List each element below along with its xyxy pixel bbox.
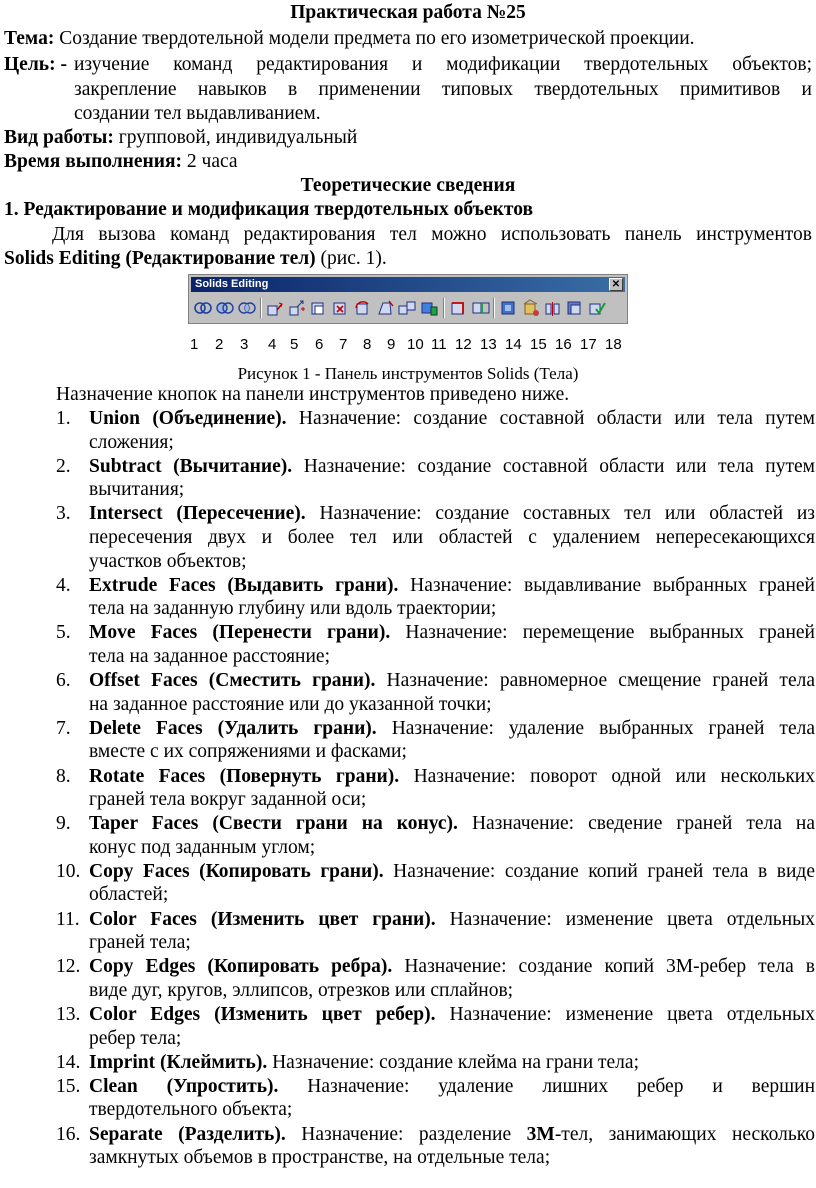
list-item-number: 9. (56, 813, 71, 835)
command-description: граней тела вокруг заданной оси; (89, 789, 367, 811)
list-item-line (89, 1076, 815, 1098)
list-item-number: 10. (56, 860, 81, 882)
command-name: Clean (Упростить). (89, 1075, 279, 1097)
rotate-faces-button[interactable] (353, 298, 373, 318)
list-item-number: 4. (56, 574, 71, 596)
command-name: Offset Faces (Сместить грани). (89, 670, 376, 692)
delete-faces-icon (331, 298, 351, 318)
list-item-line (89, 909, 815, 931)
toolbar-number: 5 (290, 336, 299, 353)
subtract-icon (215, 298, 235, 318)
command-description: Назначение: изменение цвета отдельных (435, 908, 815, 930)
toolbar-number: 8 (363, 336, 372, 353)
offset-faces-button[interactable] (309, 298, 329, 318)
command-description: Назначение: создание составной области или тела путем (292, 455, 815, 477)
list-item-line (89, 1028, 815, 1050)
toolbar-number: 2 (215, 336, 224, 353)
toolbar-titlebar: Solids Editing ✕ (191, 277, 625, 292)
list-item-number: 16. (56, 1123, 81, 1145)
list-item-line (89, 718, 815, 740)
list-item-number: 6. (56, 670, 71, 692)
color-faces-button[interactable] (419, 298, 439, 318)
toolbar-separator (443, 298, 445, 318)
command-name: Intersect (Пересечение). (89, 503, 306, 525)
command-description: Назначение: поворот одной или нескольких (399, 765, 815, 787)
list-item-line (89, 861, 815, 883)
taper-faces-icon (375, 298, 395, 318)
move-faces-icon (287, 298, 307, 318)
list-item-line (89, 575, 815, 597)
goal-text-3: создании тел выдавливанием. (74, 103, 321, 124)
subtract-button[interactable] (215, 298, 235, 318)
toolbar-number: 12 (455, 336, 472, 353)
command-description: твердотельного объекта; (89, 1099, 293, 1121)
command-name: Copy Edges (Копировать ребра). (89, 956, 393, 978)
copy-edges-button[interactable] (449, 298, 469, 318)
toolbar-number: 6 (315, 336, 324, 353)
list-item-line (89, 432, 815, 454)
command-name: Taper Faces (Свести грани на конус). (89, 813, 458, 835)
close-icon[interactable]: ✕ (609, 278, 623, 291)
union-button[interactable] (193, 298, 213, 318)
command-description: замкнутых объемов в пространстве, на отдельные тела; (89, 1147, 551, 1169)
bold-term: 3М (526, 1123, 555, 1145)
list-item-line (89, 1099, 815, 1121)
list-item-line (89, 408, 815, 430)
command-description: Назначение: разделение (285, 1123, 527, 1145)
toolbar-number: 4 (268, 336, 277, 353)
command-description: участков объектов; (89, 550, 247, 572)
command-description: -тел, занимающих несколько (554, 1123, 816, 1145)
union-icon (193, 298, 213, 318)
command-description: вместе с их сопряжениями и фасками; (89, 741, 407, 763)
copy-faces-icon (397, 298, 417, 318)
toolbar-number: 9 (387, 336, 396, 353)
command-description: на заданное расстояние или до указанной точки; (89, 693, 492, 715)
list-item-number: 3. (56, 503, 71, 525)
command-description: Назначение: равномерное смещение граней тела (375, 670, 815, 692)
command-name: Color Faces (Изменить цвет грани). (89, 908, 436, 930)
work-type-line: Вид работы: групповой, индивидуальный (4, 127, 358, 148)
list-item-line (89, 1052, 815, 1074)
shell-icon (565, 298, 585, 318)
move-faces-button[interactable] (287, 298, 307, 318)
list-item-line (89, 741, 815, 763)
list-item-line (89, 479, 815, 501)
toolbar-number: 17 (580, 336, 597, 353)
intersect-button[interactable] (237, 298, 257, 318)
imprint-button[interactable] (499, 298, 519, 318)
copy-edges-icon (449, 298, 469, 318)
command-name: Rotate Faces (Повернуть грани). (89, 765, 400, 787)
list-item-number: 8. (56, 765, 71, 787)
page-title: Практическая работа №25 (290, 2, 526, 23)
list-item-line (89, 932, 815, 954)
goal-line: Цель: - (4, 54, 67, 75)
command-name: Delete Faces (Удалить грани). (89, 717, 377, 739)
command-description: Назначение: создание копий граней тела в виде (383, 860, 815, 882)
intersect-icon (237, 298, 257, 318)
clean-button[interactable] (521, 298, 541, 318)
toolbar-number: 16 (555, 336, 572, 353)
toolbar-number: 1 (190, 336, 199, 353)
copy-faces-button[interactable] (397, 298, 417, 318)
list-item-line (89, 813, 815, 835)
list-item-line (89, 551, 815, 573)
toolbar-number: 7 (339, 336, 348, 353)
imprint-icon (499, 298, 519, 318)
command-name: Union (Объединение). (89, 408, 287, 429)
toolbar-number: 14 (505, 336, 522, 353)
list-item-line (89, 670, 815, 692)
command-description: пересечения двух и более тел или областей с удалением непересекающихся (89, 526, 815, 548)
list-item-number: 11. (56, 908, 80, 930)
list-item-line (89, 456, 815, 478)
command-description: ребер тела; (89, 1027, 182, 1049)
list-item-line (89, 622, 815, 644)
command-name: Subtract (Вычитание). (89, 455, 293, 477)
offset-faces-icon (309, 298, 329, 318)
command-name: Copy Faces (Копировать грани). (89, 860, 384, 882)
toolbar-number: 18 (605, 336, 622, 353)
taper-faces-button[interactable] (375, 298, 395, 318)
goal-text-1: изучение команд редактирования и модификации твердотельных объектов; (74, 54, 812, 75)
command-description: сложения; (89, 431, 174, 453)
list-item-line (89, 1147, 815, 1169)
list-item-number: 14. (56, 1051, 81, 1073)
rotate-faces-icon (353, 298, 373, 318)
list-item-number: 2. (56, 455, 71, 477)
topic-line: Тема: Создание твердотельной модели предмета по его изометрической проекции. (4, 28, 695, 49)
toolbar-number: 3 (240, 336, 249, 353)
goal-text-2: закрепление навыков в применении типовых твердотельных примитивов и (74, 79, 812, 100)
list-item-number: 5. (56, 622, 71, 644)
command-description: тела на заданную глубину или вдоль траектории; (89, 598, 497, 620)
toolbar-buttons (193, 296, 623, 322)
command-description: Назначение: выдавливание выбранных граней (398, 574, 815, 596)
solids-editing-toolbar (188, 274, 628, 324)
list-item-line (89, 884, 815, 906)
command-name: Imprint (Клеймить). (89, 1051, 268, 1073)
command-name: Move Faces (Перенести грани). (89, 622, 391, 644)
command-description: Назначение: создание клейма на грани тела; (267, 1051, 639, 1073)
list-item-line (89, 789, 815, 811)
separate-icon (543, 298, 563, 318)
list-item-line (89, 1124, 815, 1146)
delete-faces-button[interactable] (331, 298, 351, 318)
command-name: Separate (Разделить). (89, 1123, 286, 1145)
command-name: Color Edges (Изменить цвет ребер). (89, 1004, 436, 1025)
command-description: Назначение: изменение цвета отдельных (435, 1004, 815, 1025)
list-item-line (89, 1004, 815, 1026)
command-description: тела на заданное расстояние; (89, 645, 330, 667)
toolbar-separator (260, 298, 262, 318)
extrude-faces-button[interactable] (265, 298, 285, 318)
command-description: Назначение: удаление выбранных граней тела (376, 717, 815, 739)
intro-line-1: Для вызова команд редактирования тел можно использовать панель инструментов (52, 224, 812, 245)
list-item-line (89, 598, 815, 620)
toolbar-number: 13 (480, 336, 497, 353)
list-item-line (89, 837, 815, 859)
list-item-line (89, 527, 815, 549)
command-description: Назначение: создание копий 3М-ребер тела в (392, 956, 815, 978)
list-item-line (89, 646, 815, 668)
list-item-number: 12. (56, 956, 81, 978)
command-description: Назначение: создание составной области или тела путем (286, 408, 815, 429)
toolbar-number: 11 (431, 336, 447, 353)
list-item-line (89, 503, 815, 525)
list-item-number: 13. (56, 1004, 81, 1025)
intro-line-2: Solids Editing (Редактирование тел) (рис. 1). (4, 248, 387, 269)
list-item-number: 1. (56, 408, 71, 429)
time-line: Время выполнения: 2 часа (4, 151, 238, 172)
figure-caption: Рисунок 1 - Панель инструментов Solids (Тела) (237, 364, 579, 383)
list-item-line (89, 956, 815, 978)
color-faces-icon (419, 298, 439, 318)
list-item-line (89, 980, 815, 1002)
command-description: конус под заданным углом; (89, 836, 316, 858)
command-description: Назначение: сведение граней тела на (457, 813, 815, 835)
clean-icon (521, 298, 541, 318)
command-description: Назначение: создание составных тел или областей из (305, 503, 815, 525)
extrude-faces-icon (265, 298, 285, 318)
toolbar-number: 10 (407, 336, 424, 353)
list-item-line (89, 694, 815, 716)
theory-heading: Теоретические сведения (300, 175, 516, 196)
command-description: граней тела; (89, 932, 191, 954)
check-button[interactable] (587, 298, 607, 318)
toolbar-separator (493, 298, 495, 318)
check-icon (587, 298, 607, 318)
command-description: вычитания; (89, 479, 185, 501)
command-description: Назначение: удаление лишних ребер и вершин (278, 1075, 816, 1097)
command-name: Extrude Faces (Выдавить грани). (89, 574, 399, 596)
color-edges-button[interactable] (471, 298, 491, 318)
command-description: виде дуг, кругов, эллипсов, отрезков или сплайнов; (89, 979, 514, 1001)
command-description: областей; (89, 884, 169, 906)
list-item-number: 7. (56, 717, 71, 739)
list-intro: Назначение кнопок на панели инструментов приведено ниже. (56, 384, 570, 405)
shell-button[interactable] (565, 298, 585, 318)
separate-button[interactable] (543, 298, 563, 318)
color-edges-icon (471, 298, 491, 318)
toolbar-number: 15 (530, 336, 547, 353)
section-heading: 1. Редактирование и модификация твердотельных объектов (4, 199, 534, 220)
command-description: Назначение: перемещение выбранных граней (390, 622, 815, 644)
list-item-line (89, 766, 815, 788)
list-item-number: 15. (56, 1075, 81, 1097)
